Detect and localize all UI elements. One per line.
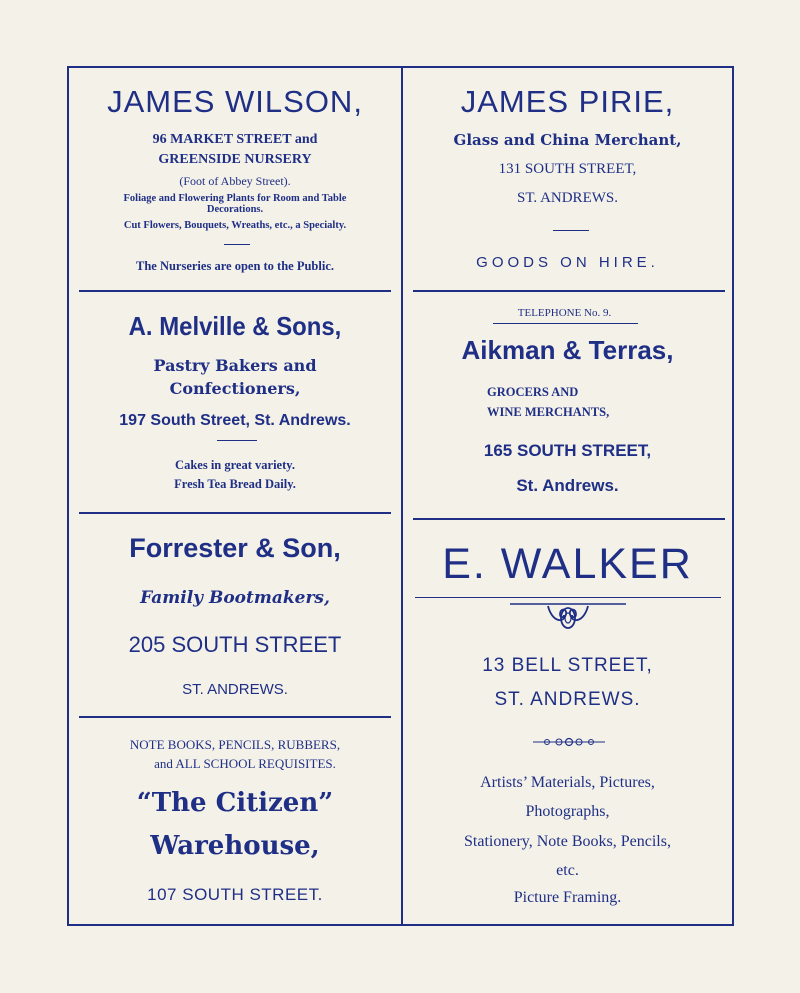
- forrester-name: Forrester & Son,: [129, 533, 341, 563]
- citizen-line3: 107 SOUTH STREET.: [147, 885, 323, 904]
- walker-line7: Picture Framing.: [513, 889, 622, 906]
- scroll-ornament-icon: [508, 600, 628, 634]
- small-ornament-icon: [531, 736, 607, 748]
- left-column: [69, 0, 401, 993]
- pirie-line3: ST. ANDREWS.: [517, 190, 618, 206]
- pirie-line2: 131 SOUTH STREET,: [498, 161, 637, 177]
- citizen-line1: NOTE BOOKS, PENCILS, RUBBERS,: [129, 737, 341, 752]
- wilson-line4b: Decorations.: [206, 204, 264, 215]
- citizen-line2: and ALL SCHOOL REQUISITES.: [154, 756, 336, 771]
- aikman-line1: GROCERS AND: [487, 385, 579, 399]
- pirie-line1: Glass and China Merchant,: [453, 131, 682, 149]
- melville-line3: 197 South Street, St. Andrews.: [119, 412, 351, 429]
- walker-line3: Artists’ Materials, Pictures,: [480, 774, 655, 791]
- wilson-short-rule: [224, 244, 250, 245]
- walker-line2: ST. ANDREWS.: [494, 689, 641, 710]
- citizen-name2: Warehouse,: [150, 831, 320, 861]
- aikman-line2: WINE MERCHANTS,: [487, 405, 610, 419]
- melville-short-rule: [217, 440, 257, 441]
- wilson-line2: GREENSIDE NURSERY: [158, 152, 312, 167]
- wilson-line3: (Foot of Abbey Street).: [179, 174, 291, 188]
- wilson-line4a: Foliage and Flowering Plants for Room and Table: [123, 193, 347, 204]
- aikman-telephone: TELEPHONE No. 9.: [517, 307, 612, 319]
- wilson-line6: The Nurseries are open to the Public.: [135, 259, 335, 273]
- melville-line2: Confectioners,: [169, 379, 301, 398]
- citizen-name1: “The Citizen”: [136, 788, 334, 818]
- pirie-name: JAMES PIRIE,: [460, 84, 675, 119]
- walker-line5: Stationery, Note Books, Pencils,: [464, 833, 671, 850]
- forrester-line3: ST. ANDREWS.: [182, 681, 288, 698]
- forrester-line2: 205 SOUTH STREET: [128, 632, 342, 657]
- aikman-line3: 165 SOUTH STREET,: [483, 441, 652, 460]
- forrester-line1: Family Bootmakers,: [140, 588, 330, 608]
- right-column: [403, 0, 732, 993]
- walker-line6: etc.: [556, 862, 579, 879]
- aikman-telephone-rule: [493, 323, 638, 324]
- melville-line4: Cakes in great variety.: [175, 458, 295, 472]
- aikman-name: Aikman & Terras,: [461, 335, 674, 365]
- walker-name-rule: [415, 597, 721, 598]
- wilson-line5: Cut Flowers, Bouquets, Wreaths, etc., a Specialty.: [123, 220, 347, 231]
- wilson-line1: 96 MARKET STREET and: [152, 132, 318, 147]
- melville-line5: Fresh Tea Bread Daily.: [174, 477, 296, 491]
- melville-line1: Pastry Bakers and: [153, 356, 317, 375]
- walker-name: E. WALKER: [442, 540, 693, 588]
- wilson-name: JAMES WILSON,: [107, 84, 363, 119]
- pirie-short-rule: [553, 230, 589, 231]
- aikman-line4: St. Andrews.: [516, 476, 619, 495]
- walker-line4: Photographs,: [525, 803, 610, 820]
- melville-name: A. Melville & Sons,: [128, 311, 342, 341]
- walker-line1: 13 BELL STREET,: [482, 655, 653, 676]
- pirie-line4: GOODS ON HIRE.: [476, 254, 659, 271]
